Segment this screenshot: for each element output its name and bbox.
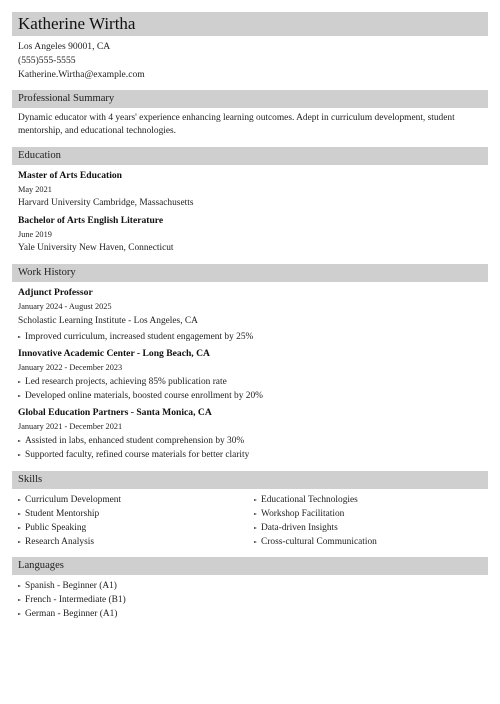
language-item: Spanish - Beginner (A1) [18, 579, 126, 593]
skill-item: Research Analysis [18, 535, 121, 549]
candidate-name: Katherine Wirtha [12, 12, 488, 36]
contact-phone: (555)555-5555 [18, 55, 76, 66]
job-bullet: Developed online materials, boosted course enrollment by 20% [18, 389, 263, 403]
skill-item: Cross-cultural Communication [254, 535, 377, 549]
education-date: June 2019 [18, 230, 52, 239]
education-date: May 2021 [18, 185, 52, 194]
education-school: Yale University New Haven, Connecticut [18, 243, 174, 253]
job-title: Innovative Academic Center - Long Beach, CA [18, 348, 210, 359]
skills-list-left [18, 493, 121, 549]
section-heading-summary: Professional Summary [12, 90, 488, 108]
job-dates: January 2024 - August 2025 [18, 302, 112, 311]
skill-item: Data-driven Insights [254, 521, 377, 535]
job-bullet: Supported faculty, refined course materials for better clarity [18, 448, 249, 462]
job-dates: January 2022 - December 2023 [18, 363, 123, 372]
section-heading-work-history: Work History [12, 264, 488, 282]
job-bullets [18, 434, 249, 462]
skill-item: Educational Technologies [254, 493, 377, 507]
skill-item: Public Speaking [18, 521, 121, 535]
job-bullet: Led research projects, achieving 85% publication rate [18, 375, 263, 389]
contact-email: Katherine.Wirtha@example.com [18, 69, 145, 80]
job-bullets [18, 330, 253, 344]
section-heading-languages: Languages [12, 557, 488, 575]
section-heading-education: Education [12, 147, 488, 165]
skill-item: Student Mentorship [18, 507, 121, 521]
skill-item: Workshop Facilitation [254, 507, 377, 521]
contact-location: Los Angeles 90001, CA [18, 41, 111, 52]
language-item: French - Intermediate (B1) [18, 593, 126, 607]
job-bullets [18, 375, 263, 403]
languages-list [18, 579, 126, 621]
job-bullet: Improved curriculum, increased student engagement by 25% [18, 330, 253, 344]
education-school: Harvard University Cambridge, Massachusetts [18, 198, 194, 208]
section-heading-skills: Skills [12, 471, 488, 489]
summary-text: Dynamic educator with 4 years' experience enhancing learning outcomes. Adept in curriculum development, student mentorship, and educational technologies. [18, 113, 455, 137]
job-bullet: Assisted in labs, enhanced student comprehension by 30% [18, 434, 249, 448]
job-title: Adjunct Professor [18, 287, 93, 298]
job-employer: Scholastic Learning Institute - Los Angeles, CA [18, 316, 198, 326]
skill-item: Curriculum Development [18, 493, 121, 507]
job-title: Global Education Partners - Santa Monica, CA [18, 407, 212, 418]
education-degree: Master of Arts Education [18, 170, 123, 181]
education-degree: Bachelor of Arts English Literature [18, 215, 164, 226]
job-dates: January 2021 - December 2021 [18, 422, 123, 431]
skills-list-right [254, 493, 377, 549]
language-item: German - Beginner (A1) [18, 607, 126, 621]
